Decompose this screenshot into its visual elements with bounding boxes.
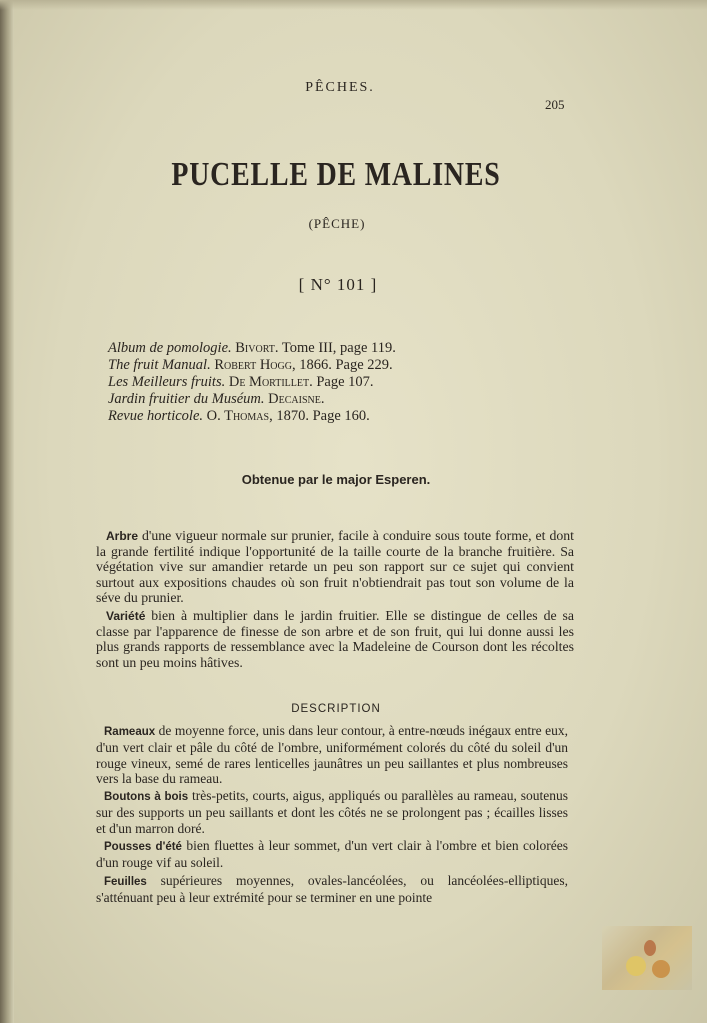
running-title: PÊCHES. — [305, 80, 375, 95]
paragraph-arbre: Arbre d'une vigueur normale sur prunier, facile à conduire sous toute forme, et dont la grande fertilité indique l'opportunité de la taille courte de la branche fruitière. Sa végétation vive sur amandier retarde un peu son rapport sur ce sujet qui convient surtout aux expositions chaudes où son fruit n'obtiendrait pas tout son volume de la séve du prunier. — [96, 528, 574, 605]
entry-number: [ N° 101 ] — [298, 275, 378, 294]
reference-list — [108, 340, 396, 425]
description-feuilles: Feuilles supérieures moyennes, ovales-lancéolées, ou lancéolées-elliptiques, s'atténuant peu à leur extrémité pour se terminer en une pointe — [96, 872, 568, 905]
origin-line: Obtenue par le major Esperen. — [241, 472, 431, 487]
paragraph-variete: Variété bien à multiplier dans le jardin fruitier. Elle se distingue de celles de sa classe par l'apparence de finesse de son arbre et de son fruit, qui lui donne aussi les plus grands rapports de ressemblance avec la Madeleine de Courson dont les récoltes sont un peu moins hâtives. — [96, 608, 574, 670]
reference-item: The fruit Manual. Robert Hogg, 1866. Page 229. — [108, 357, 393, 373]
intro-text — [96, 528, 574, 673]
reference-item: Album de pomologie. Bivort. Tome III, page 119. — [108, 340, 396, 356]
book-spine-shadow — [0, 0, 14, 1023]
page-number: 205 — [545, 97, 565, 112]
description-pousses: Pousses d'été bien fluettes à leur sommet, d'un vert clair à l'ombre et bien colorées d'un rouge vif au soleil. — [96, 838, 568, 871]
description-boutons: Boutons à bois très-petits, courts, aigus, appliqués ou parallèles au rameau, soutenus sur des supports un peu saillants et dont les côtés ne se prolongent pas ; écailles lisses et d'un marron doré. — [96, 788, 568, 836]
reference-item: Revue horticole. O. Thomas, 1870. Page 160. — [108, 408, 370, 424]
fruit-thumbnail-image — [602, 926, 692, 990]
variety-title: PUCELLE DE MALINES — [171, 156, 501, 193]
description-text — [96, 723, 568, 907]
variety-subtitle: (PÊCHE) — [308, 216, 366, 231]
description-heading: DESCRIPTION — [291, 703, 381, 715]
reference-item: Jardin fruitier du Muséum. Decaisne. — [108, 391, 325, 407]
reference-item: Les Meilleurs fruits. De Mortillet. Page 107. — [108, 374, 374, 390]
description-rameaux: Rameaux de moyenne force, unis dans leur contour, à entre-nœuds inégaux entre eux, d'un vert clair et pâle du côté de l'ombre, uniformément colorés du côté du soleil d'un rouge vineux, semé de rares lenticelles jaunâtres un peu saillantes et plus nombreuses vers la base du rameau. — [96, 723, 568, 786]
page-top-shadow — [0, 0, 707, 10]
